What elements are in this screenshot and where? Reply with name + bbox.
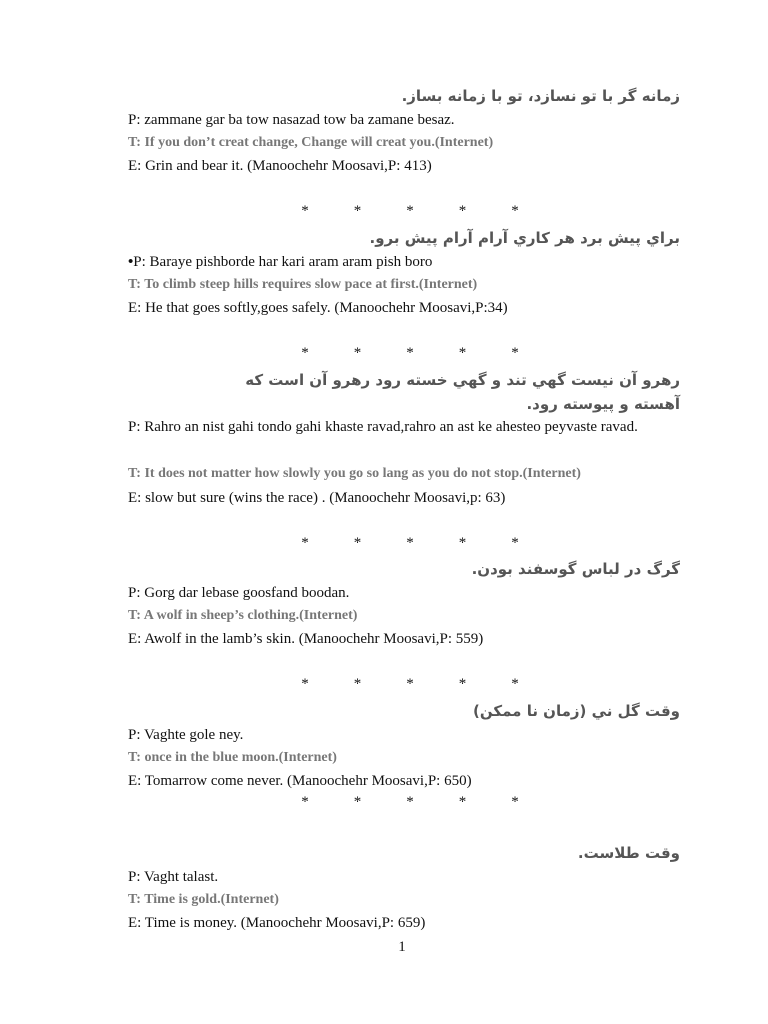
transliteration-line: P: zammane gar ba tow nasazad tow ba zamane besaz. xyxy=(128,112,455,128)
persian-proverb: زمانه گر با تو نسازد، تو با زمانه بساز. xyxy=(401,87,680,105)
star-separator: * * * * * xyxy=(301,203,519,219)
persian-proverb: گرگ در لباس گوسفند بودن. xyxy=(471,560,680,578)
transliteration-line: P: Vaght talast. xyxy=(128,869,219,885)
equivalent-line: E: Time is money. (Manoochehr Moosavi,P: 659) xyxy=(128,915,426,931)
star-separator: * * * * * xyxy=(301,535,519,551)
translation-line: T: To climb steep hills requires slow pace at first.(Internet) xyxy=(128,277,478,292)
translation-line: T: once in the blue moon.(Internet) xyxy=(128,750,337,765)
equivalent-line: E: He that goes softly,goes safely. (Manoochehr Moosavi,P:34) xyxy=(128,300,508,316)
persian-proverb: وقت گل ني (زمان نا ممكن) xyxy=(473,702,680,720)
transliteration-line: P: Rahro an nist gahi tondo gahi khaste ravad,rahro an ast ke ahesteo peyvaste ravad. xyxy=(128,419,638,435)
persian-proverb: رهرو آن نيست گهي تند و گهي خسته رود رهرو آن است كه xyxy=(245,371,680,389)
equivalent-line: E: Grin and bear it. (Manoochehr Moosavi,P: 413) xyxy=(128,158,432,174)
transliteration-line: P: Vaghte gole ney. xyxy=(128,727,244,743)
equivalent-line: E: Tomarrow come never. (Manoochehr Moosavi,P: 650) xyxy=(128,773,472,789)
transliteration-line: P: Gorg dar lebase goosfand boodan. xyxy=(128,585,350,601)
translation-line: T: It does not matter how slowly you go so lang as you do not stop.(Internet) xyxy=(128,466,581,481)
star-separator: * * * * * xyxy=(301,794,519,810)
page-number: 1 xyxy=(398,939,406,955)
persian-proverb: براي پيش برد هر كاري آرام آرام پيش برو. xyxy=(369,229,680,247)
translation-line: T: If you don’t creat change, Change will creat you.(Internet) xyxy=(128,135,494,150)
translation-line: T: A wolf in sheep’s clothing.(Internet) xyxy=(128,608,358,623)
bullet-mark: • xyxy=(128,254,134,270)
equivalent-line: E: slow but sure (wins the race) . (Manoochehr Moosavi,p: 63) xyxy=(128,490,506,506)
star-separator: * * * * * xyxy=(301,676,519,692)
equivalent-line: E: Awolf in the lamb’s skin. (Manoochehr Moosavi,P: 559) xyxy=(128,631,484,647)
persian-proverb-continued: آهسته و پيوسته رود. xyxy=(526,395,680,413)
star-separator: * * * * * xyxy=(301,345,519,361)
transliteration-line: •P: Baraye pishborde har kari aram aram pish boro xyxy=(128,254,433,270)
persian-proverb: وقت طلاست. xyxy=(577,844,680,862)
translation-line: T: Time is gold.(Internet) xyxy=(128,892,279,907)
